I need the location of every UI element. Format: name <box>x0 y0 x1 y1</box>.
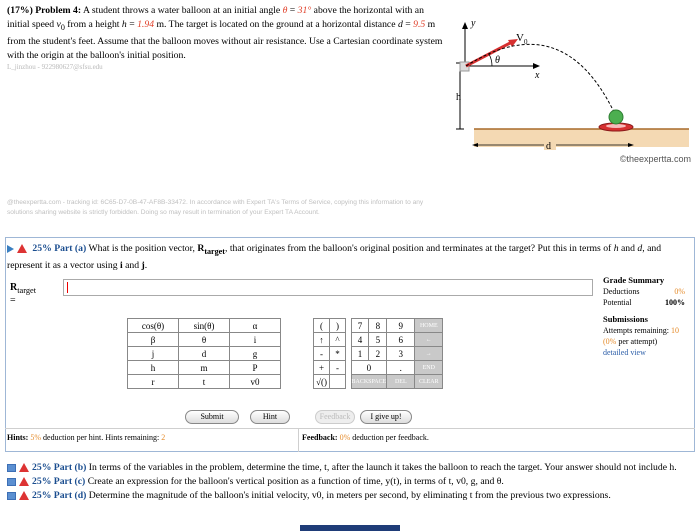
key-minus-1[interactable]: - <box>314 347 330 361</box>
collapsed-part-icon <box>7 464 16 472</box>
part-d-text: Determine the magnitude of the balloon's initial velocity, v0, in meters per second, by eliminating t from the previous two expressions. <box>88 490 611 501</box>
hint-button[interactable]: Hint <box>250 410 290 424</box>
h-label: h <box>456 92 461 103</box>
answer-eq: = <box>10 295 16 306</box>
key-sin[interactable]: sin(θ) <box>179 319 230 333</box>
part-d-percent: 25% Part (d) <box>32 490 87 501</box>
key-7[interactable]: 7 <box>351 319 369 333</box>
part-b-percent: 25% Part (b) <box>32 462 87 473</box>
equals: = <box>287 5 298 16</box>
part-a-question <box>7 242 693 273</box>
key-clear[interactable]: CLEAR <box>415 375 443 389</box>
key-j[interactable]: j <box>128 347 179 361</box>
key-1[interactable]: 1 <box>351 347 369 361</box>
attempts-value: 10 <box>671 326 679 335</box>
key-0[interactable]: 0 <box>351 361 387 375</box>
h-symbol: h <box>121 19 127 30</box>
v0-label-sub: 0 <box>524 38 528 46</box>
part-c-percent: 25% Part (c) <box>32 476 86 487</box>
key-multiply[interactable]: * <box>330 347 346 361</box>
submissions-title: Submissions <box>603 314 648 324</box>
problem-label: (17%) Problem 4: <box>7 5 82 16</box>
user-watermark: L_jinzhou - 922980627@sfsu.edu <box>7 62 103 71</box>
d-symbol: d <box>397 19 403 30</box>
key-beta[interactable]: β <box>128 333 179 347</box>
key-t[interactable]: t <box>179 375 230 389</box>
legal-notice: @theexpertta.com - tracking id: 6C65-D7-0B-47-AF8B-33472. In accordance with Expert TA's Terms of Service, copying this information to any solutions sharing website is strictly forbidden. Doing so may result in termination of your Expert TA Account. <box>7 199 424 216</box>
warning-icon <box>19 477 29 486</box>
d-label: d <box>546 141 551 152</box>
feedback-info <box>302 433 429 442</box>
key-i[interactable]: i <box>230 333 281 347</box>
problem-figure <box>452 16 697 166</box>
grade-title: Grade Summary <box>603 275 665 285</box>
warning-icon <box>19 463 29 472</box>
key-6[interactable]: 6 <box>387 333 415 347</box>
part-b-text: In terms of the variables in the problem, determine the time, t, after the launch it takes the balloon to reach the target. Your answer should not include h. <box>88 462 677 473</box>
deductions-value: 0% <box>674 287 685 296</box>
v0-sub: 0 <box>60 22 65 32</box>
divider-vertical <box>298 428 299 452</box>
key-4[interactable]: 4 <box>351 333 369 347</box>
theta-symbol: θ <box>282 5 288 16</box>
part-a-text-2: , that originates from the balloon's original position and terminates at the target? Put this in terms of <box>224 243 612 254</box>
part-d[interactable] <box>7 489 695 503</box>
problem-text-4: m. The target is located on the ground at a horizontal distance <box>156 19 396 30</box>
expand-arrow-icon[interactable] <box>7 245 14 253</box>
attempts-label: Attempts remaining: <box>603 326 669 335</box>
potential-label: Potential <box>603 298 632 307</box>
balloon-icon <box>609 110 623 124</box>
ground <box>474 129 689 147</box>
key-close-paren[interactable]: ) <box>330 319 346 333</box>
key-d[interactable]: d <box>179 347 230 361</box>
part-a-text-3: and <box>620 243 635 254</box>
r-sub: target <box>204 246 225 256</box>
key-r[interactable]: r <box>128 375 179 389</box>
h-var: h <box>613 243 619 254</box>
key-theta[interactable]: θ <box>179 333 230 347</box>
key-alpha[interactable]: α <box>230 319 281 333</box>
key-p[interactable]: P <box>230 361 281 375</box>
v0-label: V <box>516 32 524 44</box>
theta-value: 31° <box>297 5 312 16</box>
problem-text-2: above the horizontal with an initial speed <box>7 5 424 30</box>
key-g[interactable]: g <box>230 347 281 361</box>
problem-statement: (17%) Problem 4: A student throws a water balloon at an initial angle θ = 31° above the horizontal with an initial speed $v_0$ from a height h = 1.94 m. The target is located on the ground at a horizontal distance d = 9.5 m from the student's feet. Assume that the balloon moves without air resistance. Use a Cartesian coordinate system with the origin at the balloon's initial position. L_jinzhou - 922980627@sfsu.edu <box>7 4 447 72</box>
text-caret <box>67 282 68 293</box>
footer-bar <box>300 525 400 531</box>
key-home[interactable]: HOME <box>415 319 443 333</box>
problem-text-3: from a height <box>67 19 120 30</box>
v0-symbol: v <box>56 19 61 30</box>
divider <box>5 428 695 429</box>
y-label: y <box>471 18 476 29</box>
trajectory <box>466 44 614 112</box>
key-m[interactable]: m <box>179 361 230 375</box>
key-power[interactable]: ^ <box>330 333 346 347</box>
theta-label: θ <box>495 55 500 66</box>
key-9[interactable]: 9 <box>387 319 415 333</box>
j-var: j <box>141 259 145 271</box>
feedback-pct: 0% <box>339 433 351 442</box>
collapsed-part-icon <box>7 478 16 486</box>
problem-text-5: m from the student's feet. Assume that the balloon moves without air resistance. Use a Cartesian coordinate system with the origin at the balloon's initial position. <box>7 19 443 61</box>
part-a-percent: 25% Part (a) <box>32 243 87 254</box>
key-end[interactable]: END <box>415 361 443 375</box>
part-a-text-6: . <box>144 259 148 271</box>
x-label: x <box>535 70 540 81</box>
answer-input[interactable] <box>63 279 593 296</box>
hints-remaining: 2 <box>161 433 166 442</box>
per-attempt-pct: (0% <box>603 337 617 346</box>
potential-value: 100% <box>665 298 685 307</box>
hints-info <box>7 433 165 442</box>
warning-icon <box>19 491 29 500</box>
key-8[interactable]: 8 <box>369 319 387 333</box>
part-c[interactable] <box>7 475 695 489</box>
key-right[interactable]: → <box>415 347 443 361</box>
answer-r-sub: target <box>17 286 37 295</box>
hints-pct: 5% <box>30 433 42 442</box>
figure-svg <box>452 16 697 166</box>
key-left[interactable]: ← <box>415 333 443 347</box>
collapsed-part-icon <box>7 492 16 500</box>
grade-summary <box>603 275 685 358</box>
i-var: i <box>119 259 123 271</box>
feedback-label: Feedback: <box>302 433 338 442</box>
key-2[interactable]: 2 <box>369 347 387 361</box>
key-open-paren[interactable]: ( <box>314 319 330 333</box>
part-a-text-4: , and represent it as a vector using <box>7 243 662 271</box>
figure-credit: ©theexpertta.com <box>619 154 691 164</box>
key-plus[interactable]: + <box>314 361 330 375</box>
variable-keypad <box>127 318 281 389</box>
d-value: 9.5 <box>413 19 426 30</box>
part-a-text-5: and <box>125 259 140 271</box>
submit-button[interactable]: Submit <box>185 410 239 424</box>
deductions-label: Deductions <box>603 287 640 296</box>
answer-r: R <box>10 282 18 293</box>
hints-label: Hints: <box>7 433 29 442</box>
key-del[interactable]: DEL <box>387 375 415 389</box>
hints-text: deduction per hint. Hints remaining: <box>41 433 160 442</box>
per-attempt-label: per attempt) <box>616 337 658 346</box>
part-c-text: Create an expression for the balloon's vertical position as a function of time, y(t), in terms of t, v0, g, and θ. <box>87 476 504 487</box>
part-a-text-1: What is the position vector, <box>88 243 195 254</box>
key-h[interactable]: h <box>128 361 179 375</box>
h-value: 1.94 <box>137 19 155 30</box>
key-sqrt[interactable]: √() <box>314 375 330 389</box>
operator-keypad <box>313 318 346 389</box>
key-5[interactable]: 5 <box>369 333 387 347</box>
key-backspace[interactable]: BACKSPACE <box>351 375 387 389</box>
key-minus[interactable]: - <box>330 361 346 375</box>
feedback-button[interactable]: Feedback <box>315 410 355 424</box>
key-decimal[interactable]: . <box>387 361 415 375</box>
part-b[interactable] <box>7 461 695 475</box>
key-v0[interactable]: v0 <box>230 375 281 389</box>
warning-icon <box>17 244 27 253</box>
answer-label <box>10 282 36 306</box>
number-keypad <box>343 318 443 389</box>
key-up[interactable]: ↑ <box>314 333 330 347</box>
key-cos[interactable]: cos(θ) <box>128 319 179 333</box>
d-var: d <box>637 243 643 254</box>
problem-text-1: A student throws a water balloon at an initial angle <box>82 5 281 16</box>
key-3[interactable]: 3 <box>387 347 415 361</box>
r-symbol: R <box>197 243 205 254</box>
other-parts <box>7 461 695 503</box>
give-up-button[interactable]: I give up! <box>360 410 412 424</box>
detailed-view-link[interactable]: detailed view <box>603 348 646 357</box>
feedback-text: deduction per feedback. <box>350 433 429 442</box>
